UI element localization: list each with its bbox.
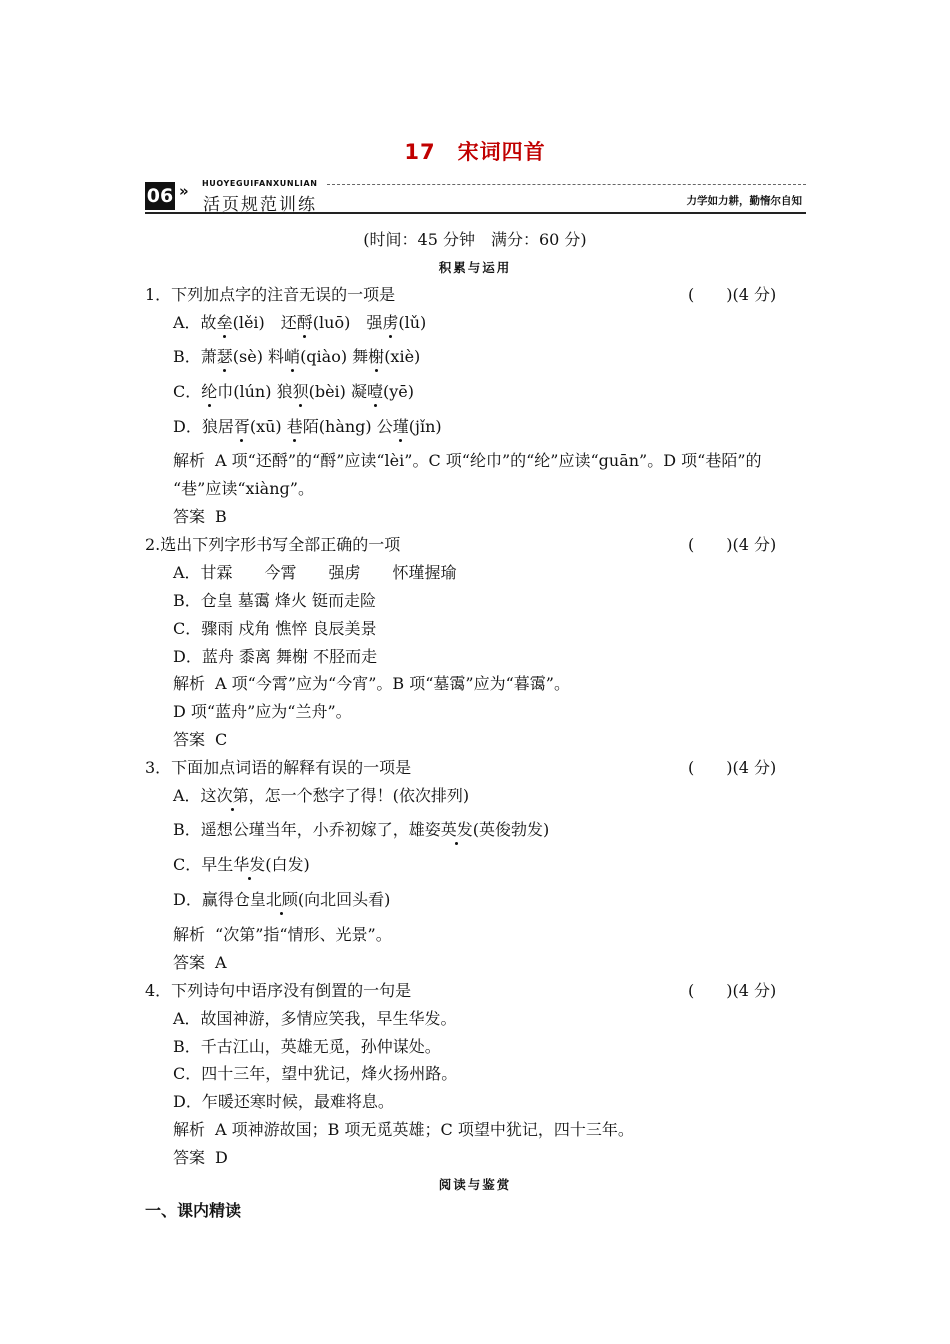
q3-option-a: A．这次第，怎一个愁字了得！(依次排列) [173,786,470,805]
q1-analysis-cont: “巷”应读“xiànɡ”。 [173,479,314,498]
q4-stem: 4．下列诗句中语序没有倒置的一句是 [145,981,412,1000]
q1-score: ( )(4 分) [688,285,777,304]
q4-answer: 答案 D [173,1148,228,1167]
banner-pinyin: HUOYEGUIFANXUNLIAN [202,179,318,188]
q4-option-a: A．故国神游，多情应笑我，早生华发。 [173,1009,457,1028]
q3-option-d: D．赢得仓皇北顾(向北回头看) [173,890,391,909]
q4-option-c: C．四十三年，望中犹记，烽火扬州路。 [173,1064,458,1083]
q3-score: ( )(4 分) [688,758,777,777]
section-heading-intensive-reading: 一、课内精读 [145,1201,242,1220]
q4-analysis: 解析 A 项神游故国；B 项无觅英雄；C 项望中犹记，四十三年。 [173,1120,634,1139]
q2-stem: 2.选出下列字形书写全部正确的一项 [145,535,401,554]
q2-analysis-cont: D 项“蓝舟”应为“兰舟”。 [173,702,352,721]
q4-score: ( )(4 分) [688,981,777,1000]
answer-label: 答案 [173,507,206,526]
page-title: 17 宋词四首 [404,140,546,164]
banner-label: 活页规范训练 [203,195,317,215]
q3-option-c: C．早生华发(白发) [173,855,310,874]
q1-analysis: 解析 A 项“还酹”的“酹”应读“lèi”。C 项“纶巾”的“纶”应读“guān”。D 项“巷陌”的 [173,451,762,470]
banner-rule [145,212,806,214]
section-heading-accumulation: 积累与运用 [438,260,512,275]
time-score-meta: (时间：45 分钟 满分：60 分) [363,230,587,249]
chevron-icon: » [179,182,189,200]
section-heading-reading: 阅读与鉴赏 [438,1177,512,1192]
q2-option-b: B．仓皇 墓霭 烽火 铤而走险 [173,591,377,610]
q1-option-a: A．故垒(lěi) 还酹(luō) 强虏(lǔ) [173,313,427,332]
q1-option-c: C．纶巾(lún) 狼狈(bèi) 凝噎(yē) [173,382,415,401]
q1-stem: 1．下列加点字的注音无误的一项是 [145,285,396,304]
banner [145,180,806,214]
q2-option-c: C．骤雨 戍角 憔悴 良辰美景 [173,619,377,638]
q2-analysis: 解析 A 项“今霄”应为“今宵”。B 项“墓霭”应为“暮霭”。 [173,674,570,693]
analysis-label: 解析 [173,925,206,944]
q1-option-b: B．萧瑟(sè) 料峭(qiào) 舞榭(xiè) [173,347,421,366]
analysis-label: 解析 [173,674,206,693]
q1-option-d: D．狼居胥(xū) 巷陌(hàng) 公瑾(jǐn) [173,417,442,436]
answer-label: 答案 [173,730,206,749]
banner-number: 06 [145,182,175,210]
answer-label: 答案 [173,953,206,972]
q1-answer: 答案 B [173,507,227,526]
q3-stem: 3．下面加点词语的解释有误的一项是 [145,758,412,777]
q2-answer: 答案 C [173,730,228,749]
q4-option-d: D．乍暖还寒时候，最难将息。 [173,1092,394,1111]
dashed-divider [327,184,806,185]
q3-answer: 答案 A [173,953,227,972]
q2-option-d: D．蓝舟 黍离 舞榭 不胫而走 [173,647,378,666]
q3-analysis: 解析 “次第”指“情形、光景”。 [173,925,392,944]
answer-label: 答案 [173,1148,206,1167]
q2-score: ( )(4 分) [688,535,777,554]
banner-motto: 力学如力耕，勤惰尔自知 [686,195,802,207]
analysis-label: 解析 [173,451,206,470]
q4-option-b: B．千古江山，英雄无觅，孙仲谋处。 [173,1037,441,1056]
q2-option-a: A．甘霖 今霄 强虏 怀瑾握瑜 [173,563,457,582]
analysis-label: 解析 [173,1120,206,1139]
q3-option-b: B．遥想公瑾当年，小乔初嫁了，雄姿英发(英俊勃发) [173,820,550,839]
